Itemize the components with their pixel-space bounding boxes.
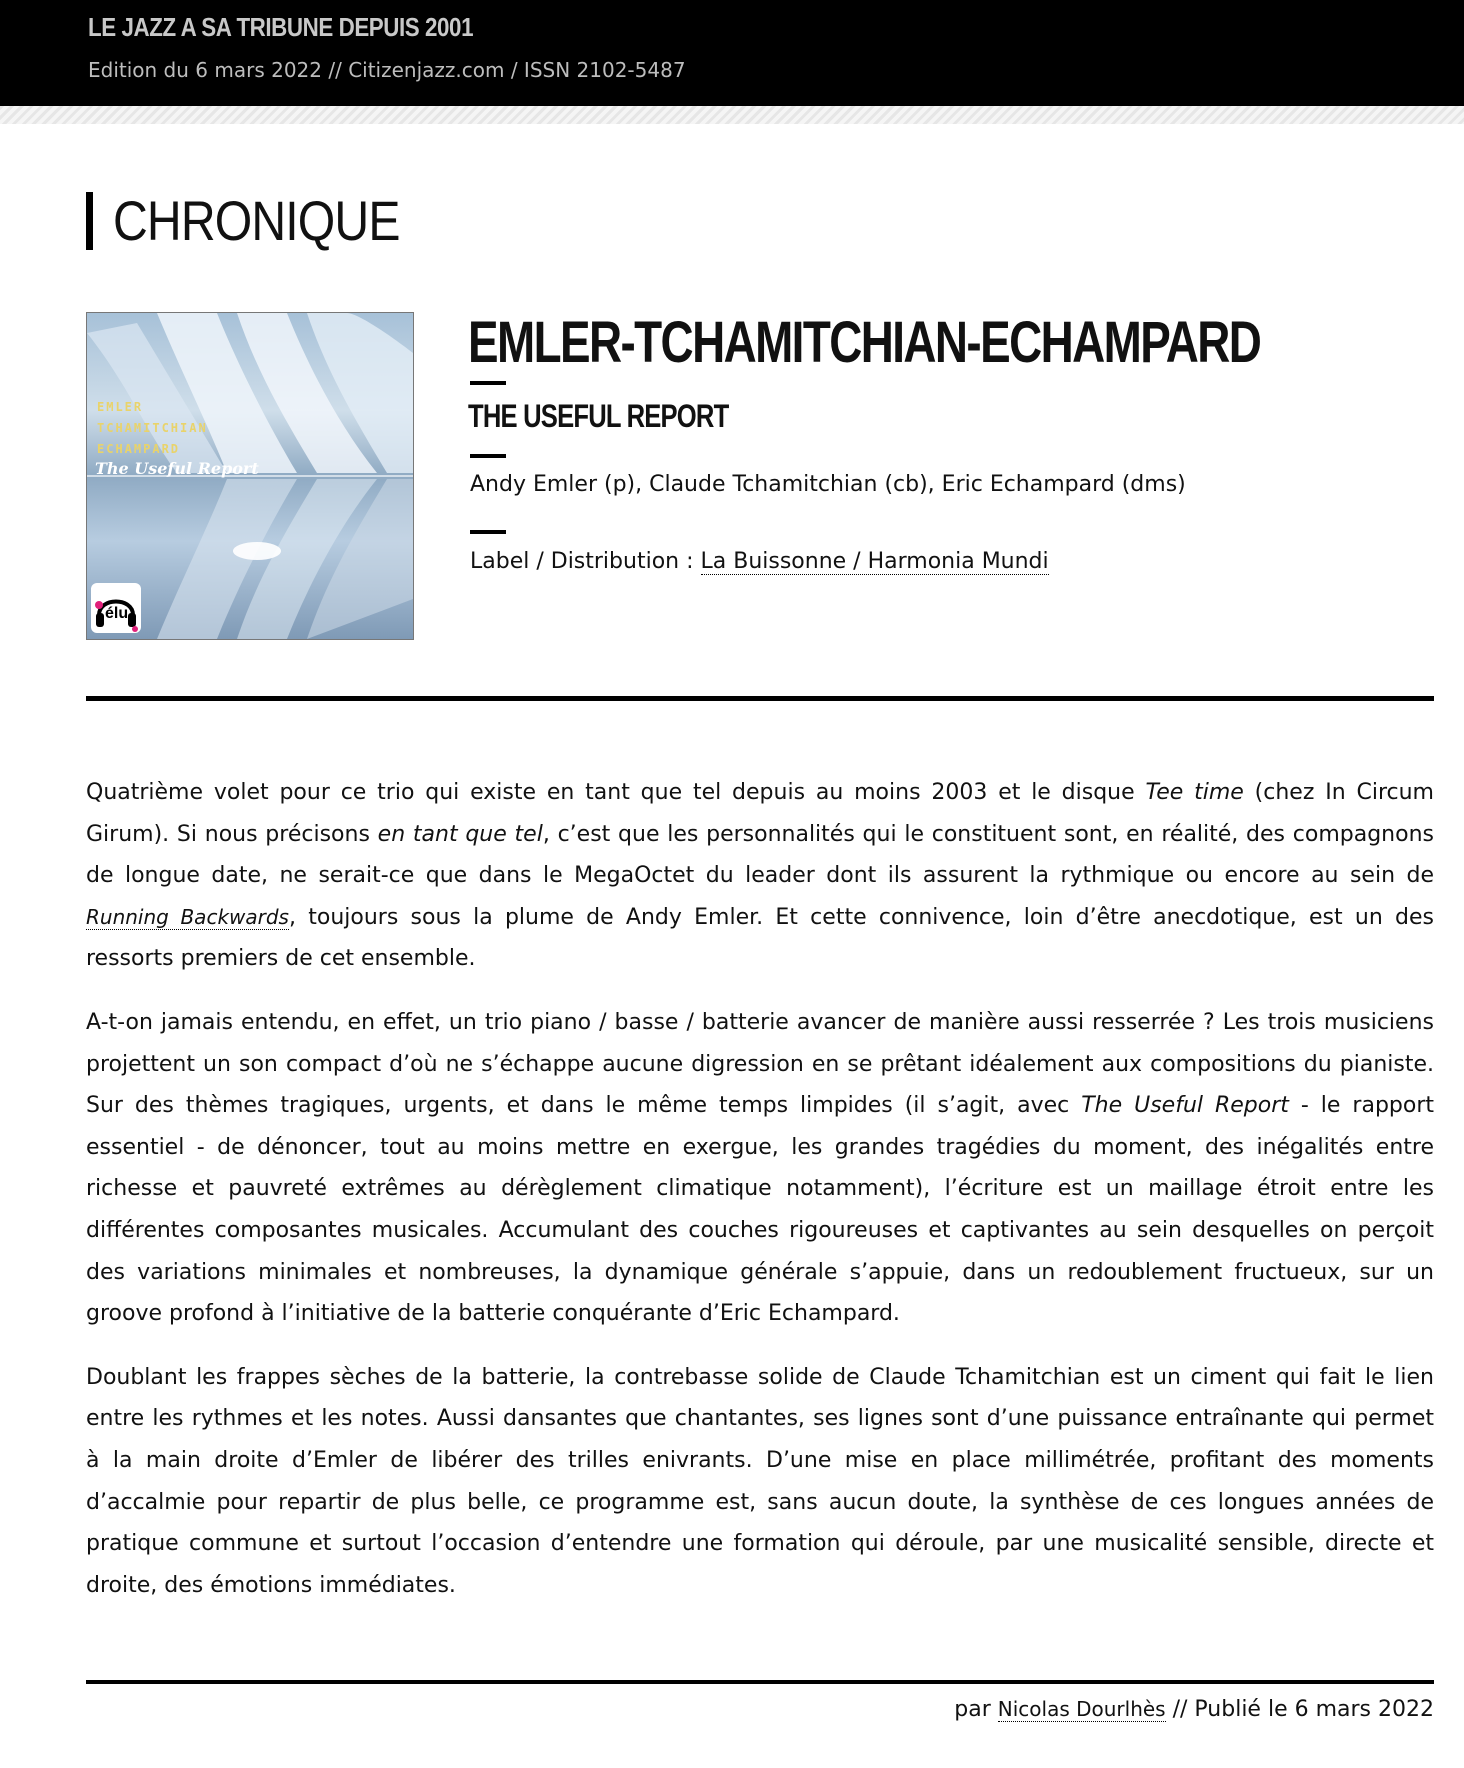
header-divider-strip — [0, 106, 1464, 124]
running-backwards-link[interactable]: Running Backwards — [86, 904, 289, 929]
p1-emphasis: en tant que tel — [377, 821, 543, 847]
byline — [954, 1697, 1434, 1722]
album-title: EMLER-TCHAMITCHIAN-ECHAMPARD — [468, 310, 1261, 375]
footer-rule — [86, 1680, 1434, 1684]
paragraph-1 — [86, 772, 1434, 980]
paragraph-3: Doublant les frappes sèches de la batterie, la contrebasse solide de Claude Tchamitchian est un ciment qui fait le lien entre les rythmes et les notes. Aussi dansantes que chantantes, ses lignes sont d’une puissance entraînante qui permet à la main droite d’Emler de libérer des trilles enivrants. D’une mise en place millimétrée, profitant des moments d’accalmie pour repartir de plus belle, ce programme est, sans aucun doute, la synthèse de ces longues années de pratique commune et surtout l’occasion d’entendre une formation qui déroule, par une musicalité sensible, directe et droite, des émotions immédiates. — [86, 1364, 1434, 1598]
cover-line-1: EMLER — [97, 400, 144, 414]
author-link[interactable]: Nicolas Dourlhès — [997, 1697, 1166, 1721]
album-cover — [86, 312, 414, 640]
p2-text-c: - le rapport essentiel - de dénoncer, tout au moins mettre en exergue, les grandes tragédies du moment, des inégalités entre richesse et pauvreté extrêmes au dérèglement climatique notamment), l’écriture est un maillage étroit entre les différentes composantes musicales. Accumulant des couches rigoureuses et captivantes au sein desquelles on perçoit des variations minimales et nombreuses, la dynamique générale s’appuie, dans un redoublement fructueux, sur un groove profond à l’initiative de la batterie conquérante d’Eric Echampard. — [86, 1093, 1434, 1327]
p2-text-a: A-t-on jamais entendu, en effet, un trio piano / basse / batterie avancer de manière aussi resserrée ? Les trois musiciens projettent un son compact d’où ne s’échappe aucune digression en se prêtant idéalement aux compositions du pianiste. Sur des thèmes tragiques, urgents, et dans le même temps limpides (il s’agit, avec — [86, 1009, 1434, 1119]
album-ref-useful-report: The Useful Report — [1081, 1093, 1289, 1119]
section-title — [86, 189, 446, 252]
section-title-label: CHRONIQUE — [113, 189, 400, 252]
cover-album-title: The Useful Report — [95, 459, 259, 478]
article-body — [86, 772, 1434, 1628]
title-dash — [470, 381, 506, 385]
cover-line-2: TCHAMITCHIAN — [97, 421, 208, 435]
elu-badge — [91, 583, 141, 633]
p1-text-e: , c’est que les personnalités qui le constituent sont, en réalité, des compagnons de longue date, ne serait-ce que dans le MegaOctet du leader dont ils assurent la rythmique ou encore au sein de — [86, 821, 1434, 889]
p1-text-a: Quatrième volet pour ce trio qui existe en tant que tel depuis au moins 2003 et le disque — [86, 780, 1146, 805]
p1-text-c: (chez In Circum Girum). Si nous précisons — [86, 780, 1434, 847]
site-tagline[interactable]: LE JAZZ A SA TRIBUNE DEPUIS 2001 — [88, 12, 474, 42]
label-prefix: Label / Distribution : — [470, 549, 701, 574]
subtitle-dash — [470, 454, 506, 458]
album-ref-tee-time: Tee time — [1145, 780, 1244, 805]
publish-date: // Publié le 6 mars 2022 — [1165, 1697, 1434, 1722]
site-header — [0, 0, 1464, 106]
edition-info: Edition du 6 mars 2022 // Citizenjazz.com / ISSN 2102-5487 — [88, 58, 686, 82]
paragraph-2 — [86, 1002, 1434, 1335]
album-label — [470, 549, 1049, 574]
musicians-dash — [470, 530, 506, 534]
byline-prefix: par — [954, 1697, 998, 1722]
header-rule — [86, 696, 1434, 701]
p1-text-g: , toujours sous la plume de Andy Emler. Et cette connivence, loin d’être anecdotique, est un des ressorts premiers de cet ensemble. — [86, 904, 1434, 972]
cover-line-3: ECHAMPARD — [97, 442, 181, 456]
album-subtitle: THE USEFUL REPORT — [468, 398, 729, 434]
album-musicians: Andy Emler (p), Claude Tchamitchian (cb), Eric Echampard (dms) — [470, 472, 1186, 497]
label-link[interactable]: La Buissonne / Harmonia Mundi — [700, 549, 1049, 574]
elu-badge-label: élu — [105, 605, 129, 622]
cover-artist-names — [97, 397, 208, 460]
